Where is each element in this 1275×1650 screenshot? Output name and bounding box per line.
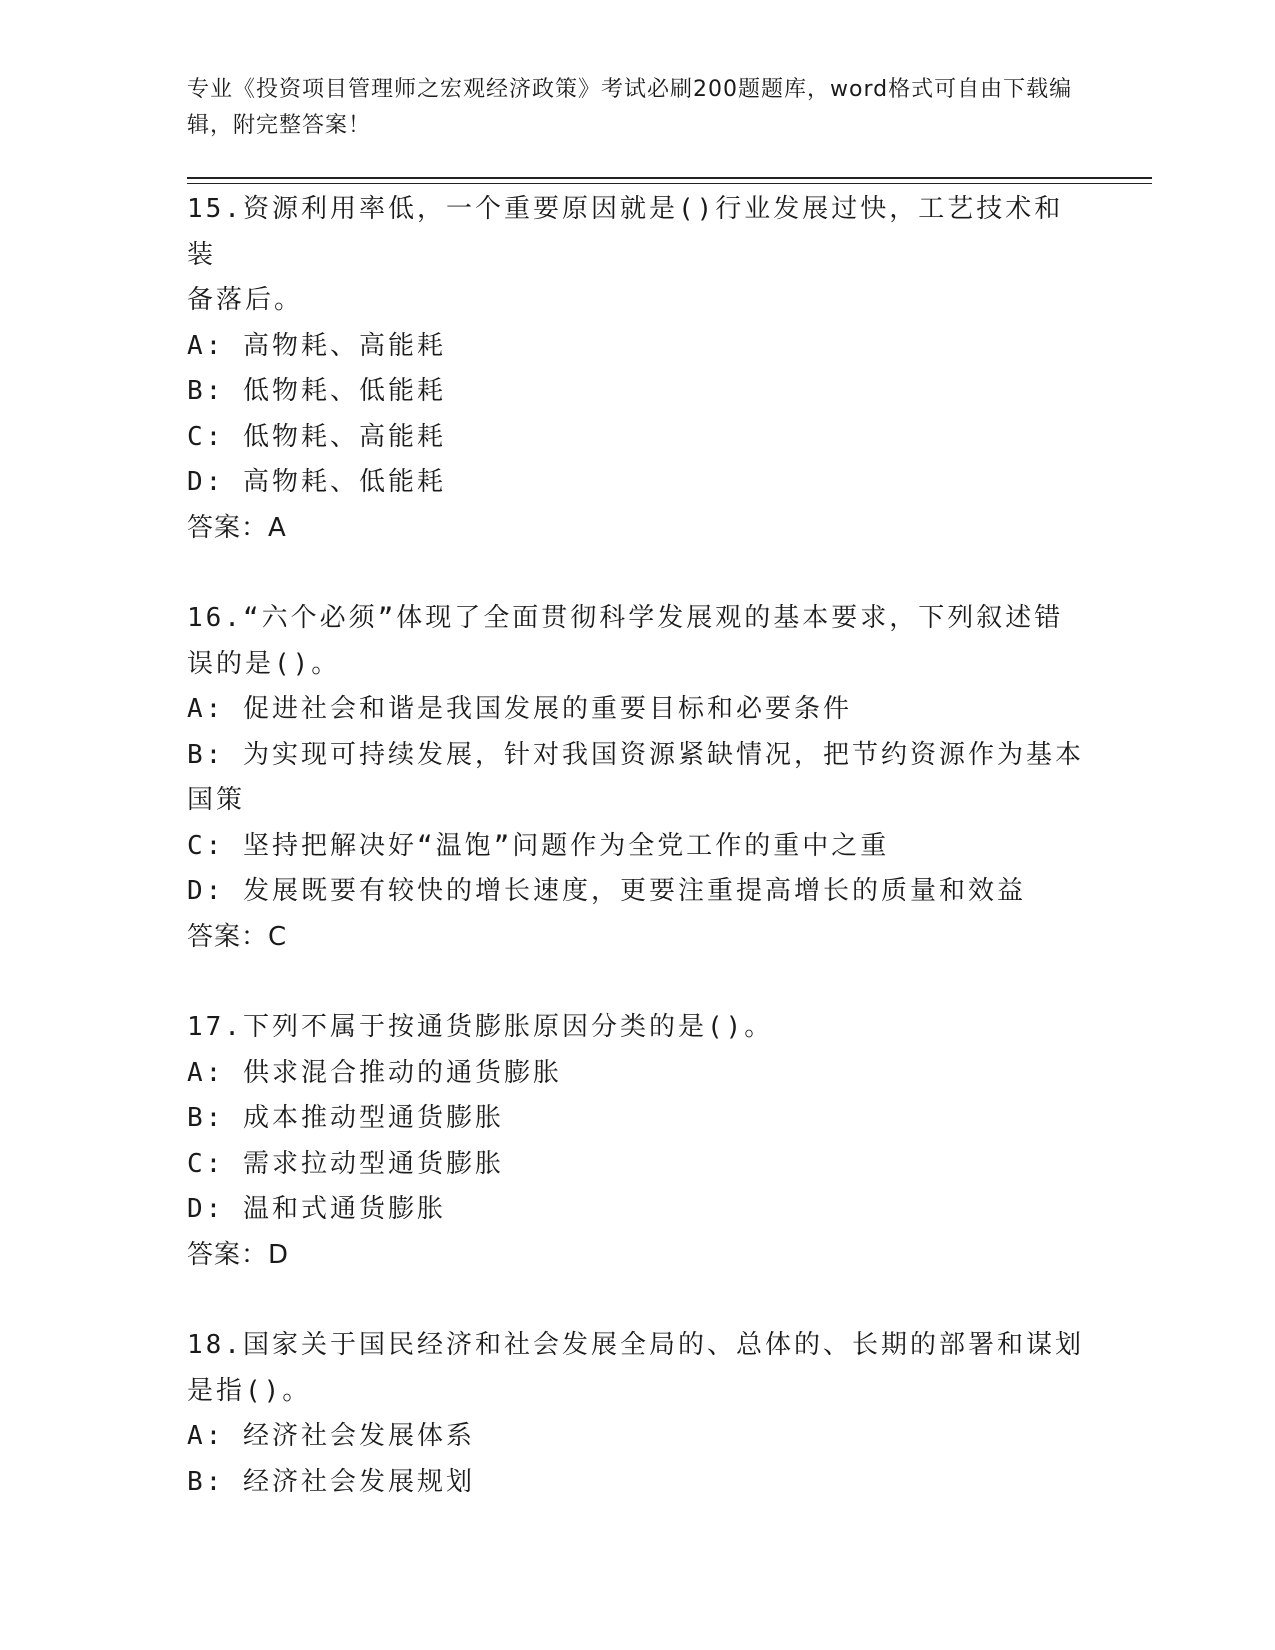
option-c: C: 坚持把解决好“温饱”问题作为全党工作的重中之重 [187,830,890,861]
question-stem: 15.资源利用率低，一个重要原因就是()行业发展过快，工艺技术和装 [187,194,1064,270]
option-b: B: 低物耗、低能耗 [187,376,446,406]
header-divider-thin [187,183,1152,184]
option-a: A: 经济社会发展体系 [187,1421,475,1451]
answer-line: 答案：C [187,921,288,952]
document-header: 专业《投资项目管理师之宏观经济政策》考试必刷200题题库，word格式可自由下载编辑，附完整答案！ [187,77,1073,138]
option-c: C: 低物耗、高能耗 [187,421,446,452]
option-b-continued: 国策 [187,785,246,815]
answer-line: 答案：D [187,1239,290,1270]
option-b: B: 成本推动型通货膨胀 [187,1103,504,1133]
question-list [187,187,1087,1550]
question-17 [187,1005,1087,1278]
option-d: D: 发展既要有较快的增长速度，更要注重提高增长的质量和效益 [187,876,1026,906]
question-stem: 16.“六个必须”体现了全面贯彻科学发展观的基本要求，下列叙述错 [187,603,1064,633]
header-divider-thick [187,177,1152,179]
question-stem: 是指()。 [187,1375,312,1406]
option-a: A: 高物耗、高能耗 [187,330,446,361]
option-a: A: 促进社会和谐是我国发展的重要目标和必要条件 [187,694,852,724]
question-stem: 17.下列不属于按通货膨胀原因分类的是()。 [187,1012,774,1042]
question-18 [187,1323,1087,1505]
option-b: B: 为实现可持续发展，针对我国资源紧缺情况，把节约资源作为基本 [187,739,1084,770]
option-c: C: 需求拉动型通货膨胀 [187,1148,504,1179]
question-stem: 备落后。 [187,285,304,315]
question-16 [187,596,1087,960]
answer-line: 答案：A [187,512,287,543]
question-15 [187,187,1087,551]
option-d: D: 高物耗、低能耗 [187,467,446,497]
option-b: B: 经济社会发展规划 [187,1466,475,1497]
option-d: D: 温和式通货膨胀 [187,1194,446,1224]
question-stem: 18.国家关于国民经济和社会发展全局的、总体的、长期的部署和谋划 [187,1330,1084,1360]
option-a: A: 供求混合推动的通货膨胀 [187,1057,562,1088]
question-stem: 误的是()。 [187,648,341,679]
